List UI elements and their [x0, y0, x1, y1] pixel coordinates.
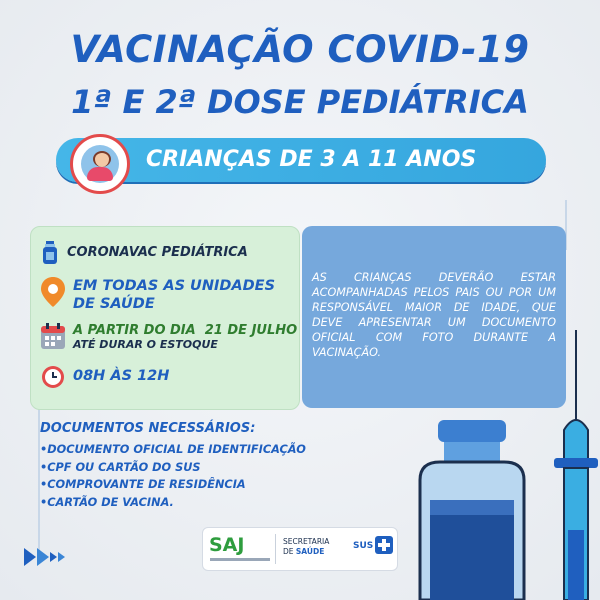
hours-label: 08H ÀS 12H — [73, 368, 170, 384]
health-department-label: SECRETARIA DE SAÚDE — [283, 537, 330, 556]
title-line-2: 1ª E 2ª DOSE PEDIÁTRICA — [71, 83, 529, 121]
location-label-line1: EM TODAS AS UNIDADES — [73, 278, 276, 294]
syringe-illustration — [540, 330, 600, 600]
arrow-icon — [37, 548, 49, 566]
sus-label: SUS — [353, 541, 374, 551]
arrow-icon — [24, 548, 36, 566]
saj-logo-underline — [210, 558, 270, 561]
vaccine-vial-illustration — [400, 420, 540, 600]
vaccine-label: CORONAVAC PEDIÁTRICA — [67, 245, 248, 260]
list-item: •CARTÃO DE VACINA. — [40, 495, 174, 509]
date-note: ATÉ DURAR O ESTOQUE — [73, 338, 218, 351]
location-label-line2: DE SAÚDE — [73, 296, 155, 312]
age-banner-text: CRIANÇAS DE 3 A 11 ANOS — [146, 147, 477, 172]
sus-cross-icon — [375, 536, 393, 554]
arrow-icon — [58, 552, 65, 562]
location-pin-icon — [41, 277, 65, 307]
title-line-1: VACINAÇÃO COVID-19 — [70, 28, 530, 71]
footer-logos — [202, 527, 398, 571]
vaccine-vial-icon — [41, 241, 59, 265]
guardian-note: AS CRIANÇAS DEVERÃO ESTAR ACOMPANHADAS PELOS PAIS OU POR UM RESPONSÁVEL MAIOR DE IDADE, QUE DEVE APRESENTAR UM DOCUMENTO OFICIAL COM FOTO DURANTE A VACINAÇÃO. — [312, 271, 556, 359]
arrow-decoration — [24, 548, 65, 566]
info-card — [30, 226, 300, 410]
saj-logo: SAJ — [209, 534, 245, 556]
list-item: •DOCUMENTO OFICIAL DE IDENTIFICAÇÃO — [40, 443, 306, 456]
arrow-icon — [50, 552, 57, 562]
documents-list — [40, 441, 306, 511]
list-item: •COMPROVANTE DE RESIDÊNCIA — [40, 478, 246, 491]
documents-title: DOCUMENTOS NECESSÁRIOS: — [40, 421, 256, 436]
list-item: •CPF OU CARTÃO DO SUS — [40, 460, 201, 474]
calendar-icon — [41, 323, 65, 349]
divider — [275, 534, 276, 564]
date-label: A PARTIR DO DIA 21 DE JULHO — [73, 323, 298, 338]
clock-icon — [41, 365, 65, 389]
child-icon — [70, 134, 130, 194]
